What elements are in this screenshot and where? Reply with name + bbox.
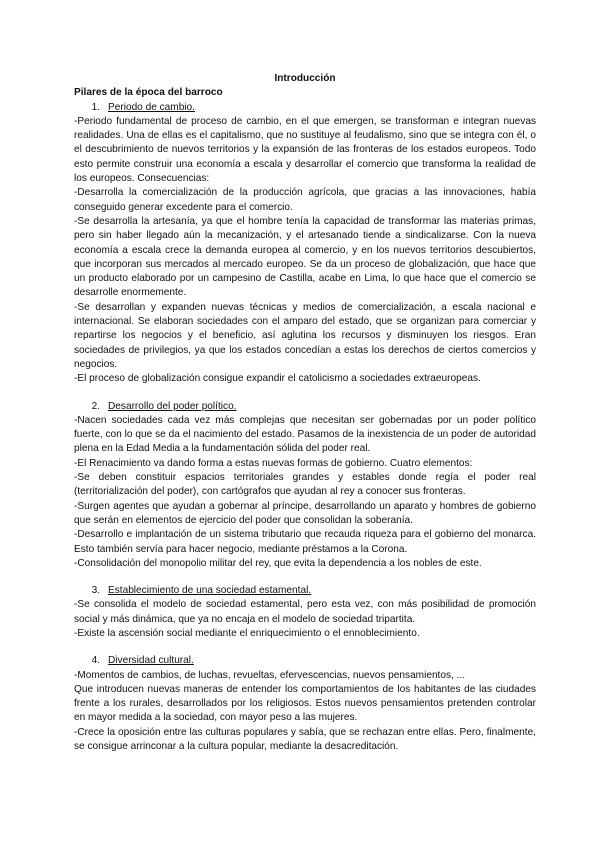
paragraph: Que introducen nuevas maneras de entender los comportamientos de los habitantes de las ciudades frente a los rurales, desarrollados por los religiosos. Estos nuevos pensamientos pretenden controlar en mayor medida a la sociedad, con mayor peso a las mujeres. [74,683,536,724]
section-number: 4. [91,655,100,667]
spacer [74,641,536,654]
spacer [74,387,536,400]
section-diversidad-cultural [74,654,536,754]
section-desarrollo-poder-politico [74,400,536,572]
section-sociedad-estamental [74,584,536,641]
document-content [74,72,536,754]
paragraph: -Se desarrolla la artesanía, ya que el hombre tenía la capacidad de transformar las materias primas, pero sin haber llegado aún la mecanización, y el artesanado tiende a sindicalizarse. Con la nueva economía a escala crece la demanda europea al comercio, y en los nuevos territorios descubiertos, que incorporan sus mercados al mercado europeo. Se da un proceso de globalización, que hace que un producto elaborado por un campesino de Castilla, acabe en Lima, lo que hace que el comercio se desarrolle enormemente. [74,215,536,299]
section-title: Periodo de cambio. [108,101,195,113]
section-heading [74,101,536,115]
section-title: Establecimiento de una sociedad estamental. [108,585,312,597]
paragraph: -Existe la ascensión social mediante el enriquecimiento o el ennoblecimiento. [74,627,420,639]
paragraph: -Se deben constituir espacios territoriales grandes y estables donde regía el poder real (territorialización del poder), con cartógrafos que ayudan al rey a conocer sus fronteras. [74,472,536,498]
paragraph: -Consolidación del monopolio militar del rey, que evita la dependencia a los nobles de este. [74,557,482,569]
paragraph: -Periodo fundamental de proceso de cambio, en el que emergen, se transforman e integran nuevas realidades. Una de ellas es el capitalismo, que no sustituye al feudalismo, sino que se integra con él, o el descubrimiento de nuevos territorios y la expansión de las fronteras de los estados europeos. Todo esto permite construir una economía a escala y desarrollar el comercio que transforma la realidad de los europeos. Consecuencias: [74,115,536,185]
document-title: Introducción [274,73,336,84]
paragraph: -Desarrolla la comercialización de la producción agrícola, que gracias a las innovaciones, había conseguido generar excedente para el comercio. [74,187,536,213]
paragraph: -Se desarrollan y expanden nuevas técnicas y medios de comercialización, a escala nacional e internacional. Se elaboran sociedades con el amparo del estado, que se organizan para comerciar y repartirse los negocios y el beneficio, así aglutina los recursos y disminuyen los riesgos. Eran sociedades de privilegios, ya que los estados concedían a estas los derechos de ciertos comercios y negocios. [74,301,536,370]
paragraph: -Crece la oposición entre las culturas populares y sabía, que se rechazan entre ellas. Pero, finalmente, se consigue arrinconar a la cultura popular, mediante la desacreditación. [74,726,536,753]
section-number: 3. [91,585,100,597]
paragraph: -Surgen agentes que ayudan a gobernar al príncipe, desarrollando un aparato y hombres de gobierno que serán en elementos de ejercicio del poder que consolidan la soberanía. [74,500,536,526]
paragraph: -Nacen sociedades cada vez más complejas que necesitan ser gobernadas por un poder político fuerte, con lo que se da el nacimiento del estado. Pasamos de la inexistencia de un poder de autoridad plena en la Edad Media a la fundamentación sólida del poder real. [74,414,536,455]
paragraph: -Desarrollo e implantación de un sistema tributario que recauda riqueza para el gobierno del monarca. Esto también servía para hacer negocio, mediante préstamos a la Corona. [74,529,536,555]
section-heading [74,654,536,668]
section-heading [74,400,536,414]
section-number: 2. [91,400,100,412]
section-heading [74,584,536,598]
spacer [74,571,536,584]
paragraph: -El Renacimiento va dando forma a estas nuevas formas de gobierno. Cuatro elementos: [74,457,473,469]
paragraph: -Momentos de cambios, de luchas, revueltas, efervescencias, nuevos pensamientos, ... [74,669,466,681]
section-periodo-de-cambio [74,101,536,387]
paragraph: -El proceso de globalización consigue expandir el catolicismo a sociedades extraeuropeas. [74,373,481,385]
section-number: 1. [91,101,100,113]
paragraph: -Se consolida el modelo de sociedad estamental, pero esta vez, con más posibilidad de promoción social y más dinámica, que ya no encaja en el modelo de sociedad tripartita. [74,599,536,625]
section-title: Diversidad cultural. [108,655,194,667]
section-title: Desarrollo del poder político. [108,400,237,412]
document-subtitle: Pilares de la época del barroco [74,87,223,99]
